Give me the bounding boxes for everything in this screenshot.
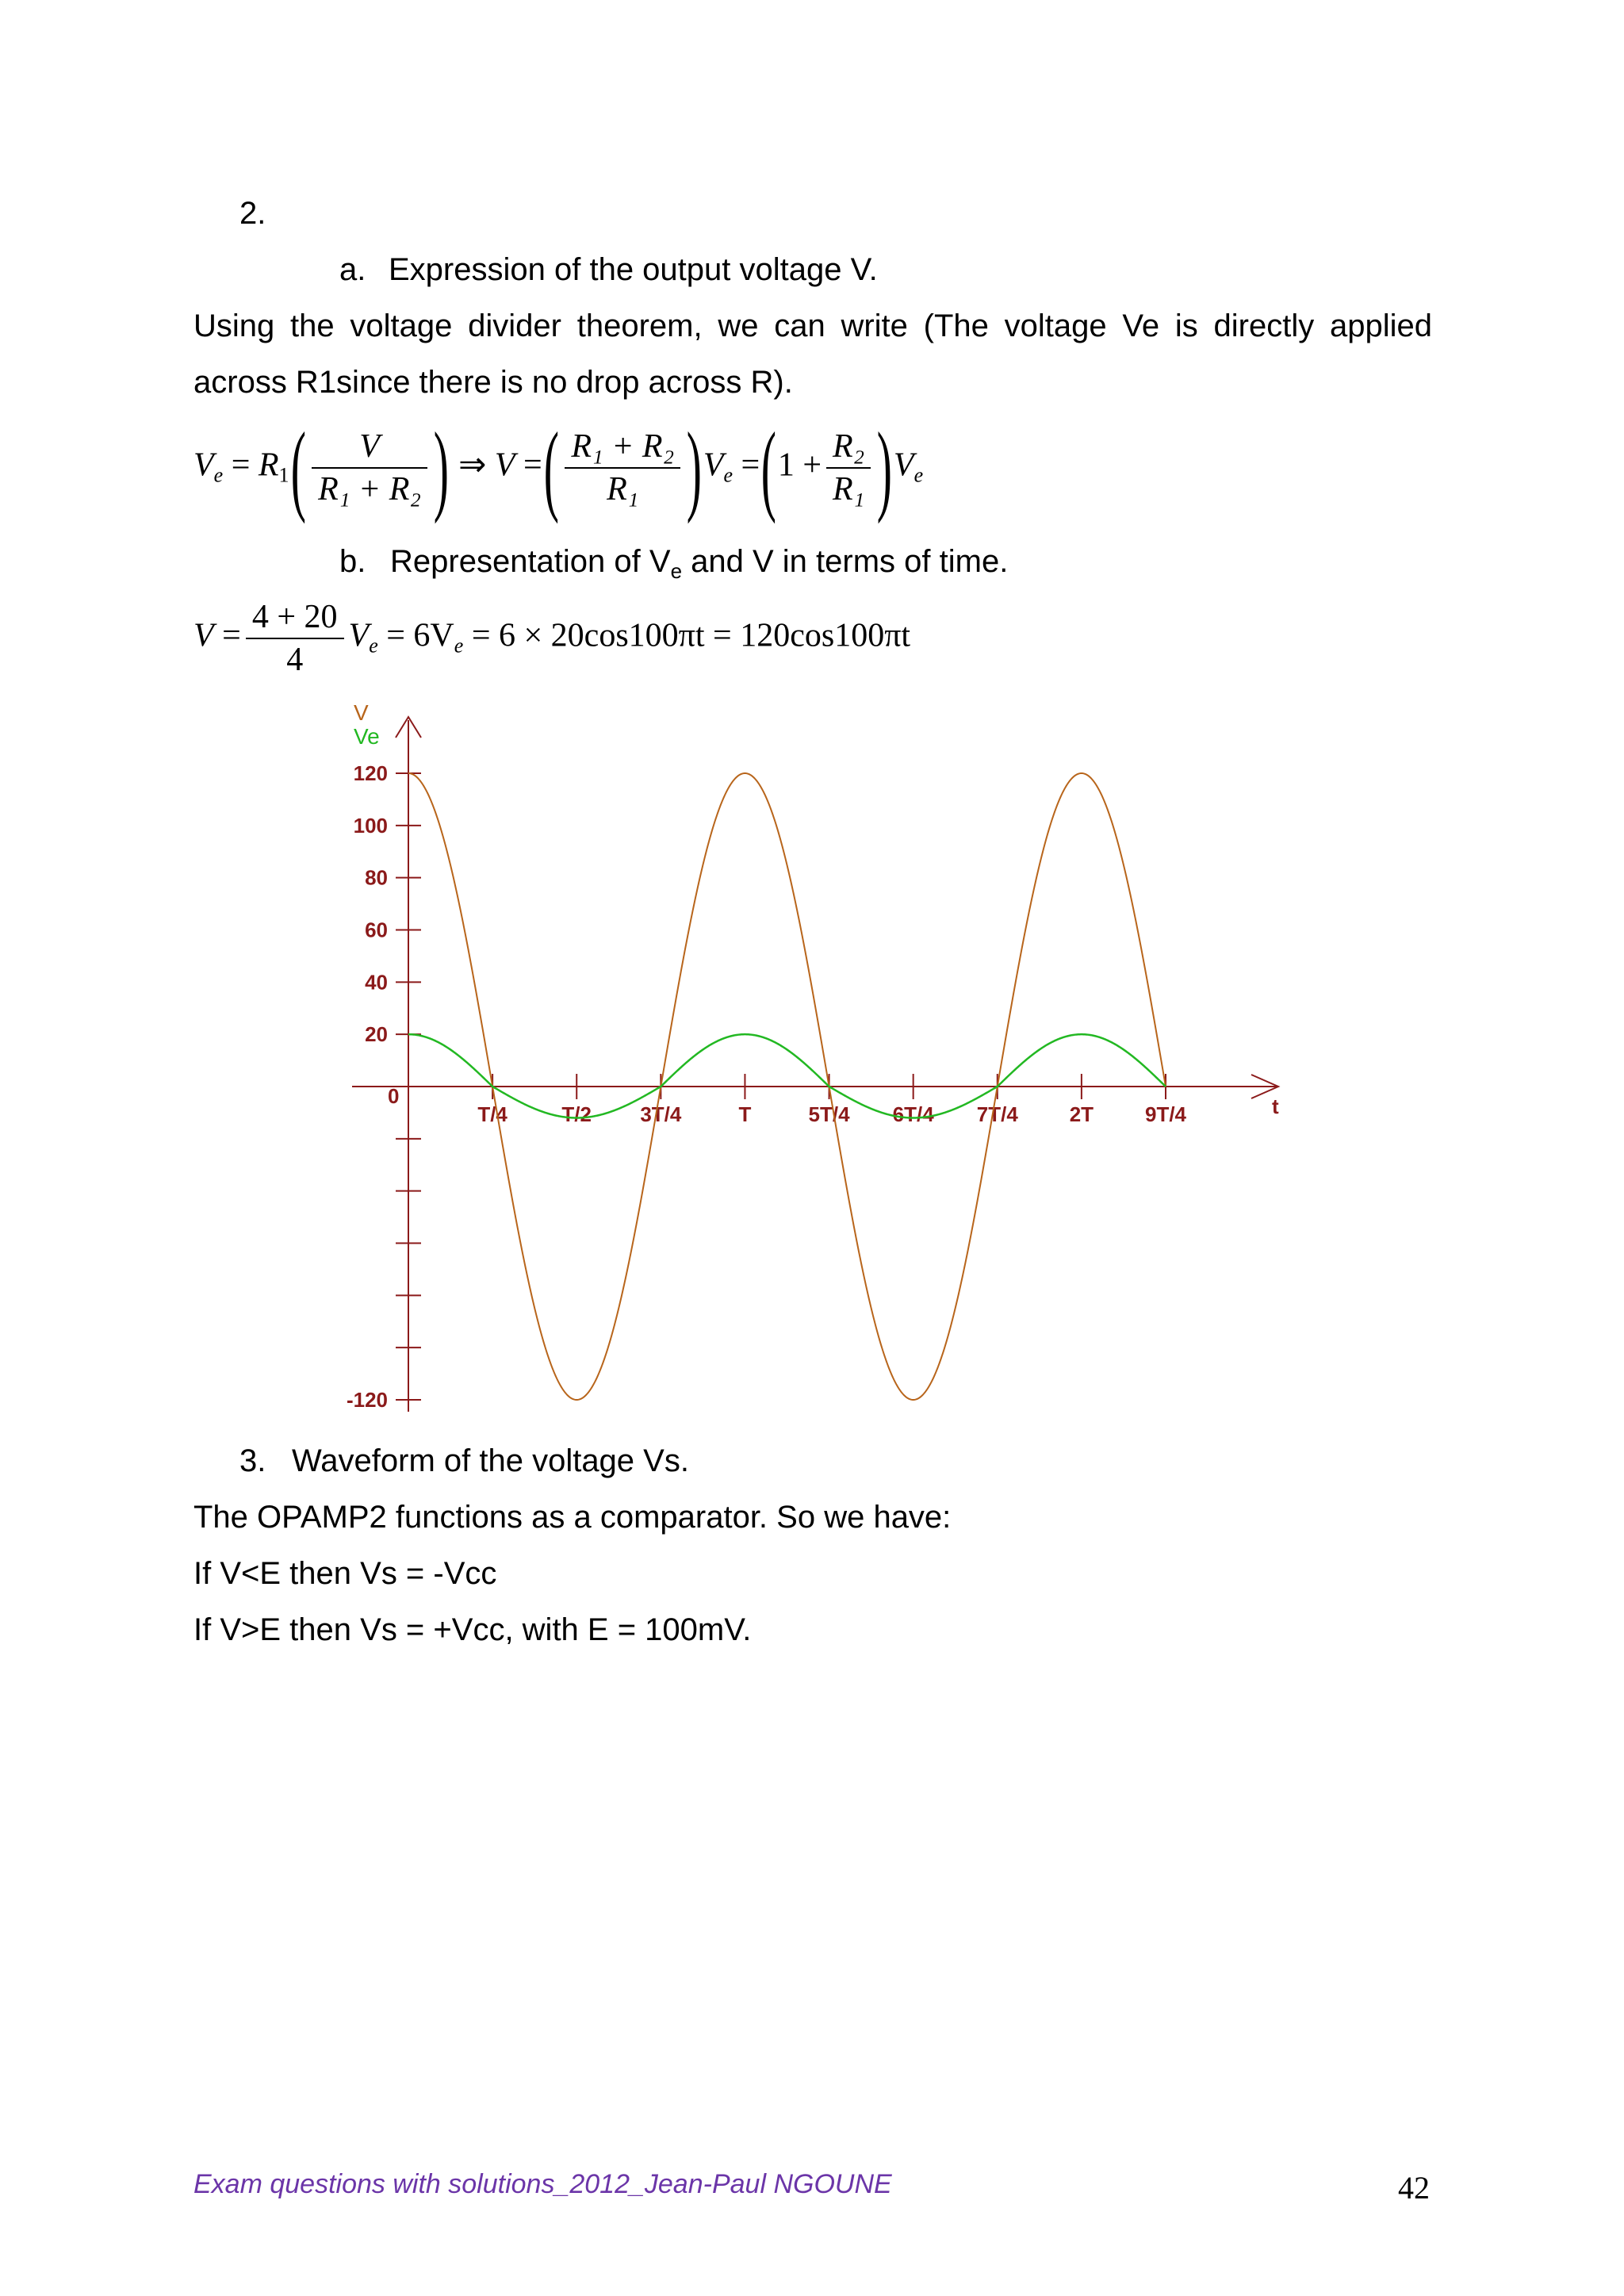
y-axis-label-ve: Ve — [354, 724, 380, 749]
y-tick-label: -120 — [346, 1388, 388, 1412]
comparator-line: The OPAMP2 functions as a comparator. So we have: — [193, 1500, 952, 1535]
item-a-letter: a. — [339, 252, 366, 287]
x-tick-label: 6T/4 — [892, 1102, 934, 1126]
paragraph-line-1: Using the voltage divider theorem, we can write (The voltage Ve is directly applied — [193, 309, 1432, 343]
origin-label: 0 — [388, 1084, 400, 1108]
x-tick-label: T — [738, 1102, 752, 1126]
chart-axes — [352, 717, 1278, 1412]
x-tick-label: 7T/4 — [976, 1102, 1018, 1126]
y-tick-label: 120 — [353, 761, 388, 785]
x-tick-label: T/4 — [477, 1102, 508, 1126]
y-tick-label: 40 — [365, 970, 388, 995]
footer-text: Exam questions with solutions_2012_Jean-Paul NGOUNE — [193, 2169, 892, 2199]
x-tick-label: 9T/4 — [1144, 1102, 1187, 1126]
equation-output-voltage: V = $\frac{4 + 20}{4}$ $V_e = 6V_e = 6 \times 20\cos 100\pi t = 120\cos 100\pi t$ — [193, 596, 910, 680]
section-3-heading: Waveform of the voltage Vs. — [292, 1443, 689, 1478]
paragraph-line-2: across R1since there is no drop across R). — [193, 365, 793, 400]
section-number-3: 3. — [239, 1443, 266, 1478]
y-tick-label: 100 — [353, 813, 388, 838]
y-tick-label: 60 — [365, 918, 388, 942]
item-b-letter: b. — [339, 544, 366, 579]
x-tick-label: 3T/4 — [640, 1102, 682, 1126]
page-number: 42 — [1398, 2170, 1430, 2206]
condition-line-2: If V>E then Vs = +Vcc, with E = 100mV. — [193, 1612, 752, 1647]
series-ve-curve — [408, 1034, 1166, 1117]
x-tick-label: 2T — [1069, 1102, 1094, 1126]
section-number-2: 2. — [239, 196, 266, 231]
item-a-heading: Expression of the output voltage V. — [389, 252, 878, 287]
equation-voltage-divider: $V_e = R_1$( $\frac{V}{\text{R₁ + R₂}}$ ) ⇒ V =( $\frac{\text{R₁ + R₂}}{\text{R₁}}$ )$V_e =(1$ + $\frac{\text{R₂}}{\text{R₁}}$ )$V_e$ — [193, 412, 924, 524]
y-tick-label: 20 — [365, 1022, 388, 1047]
y-axis-label-v: V — [354, 700, 369, 725]
x-tick-label: 5T/4 — [808, 1102, 850, 1126]
y-tick-label: 80 — [365, 865, 388, 890]
item-b-heading: Representation of $V_e$ and V in terms of time. — [390, 544, 1009, 583]
x-axis-label-t: t — [1272, 1094, 1279, 1118]
x-tick-label: T/2 — [561, 1102, 592, 1126]
condition-line-1: If V<E then Vs = -Vcc — [193, 1556, 497, 1591]
voltage-time-chart — [0, 698, 1624, 1412]
